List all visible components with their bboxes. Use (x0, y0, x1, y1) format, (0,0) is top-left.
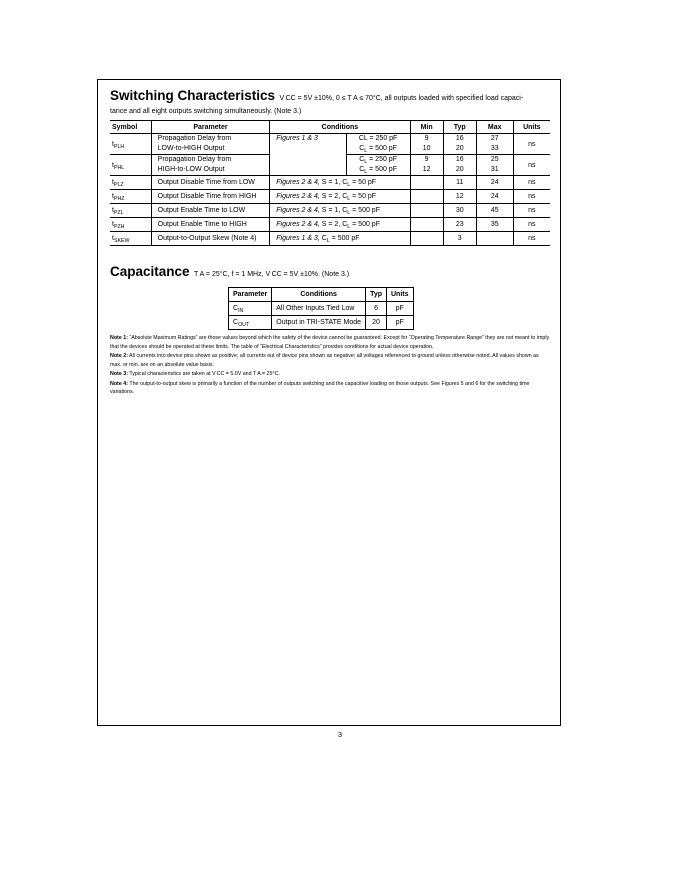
table-row (110, 190, 550, 204)
parameter-cell: Output Enable Time to HIGH (151, 218, 270, 232)
min-cell (410, 190, 443, 204)
parameter-cell: Output Disable Time from LOW (151, 176, 270, 190)
note-2: Note 2: All currents into device pins shown as positive; all currents out of device pins shown as negative; all voltages referenced to ground unless otherwise noted. All values shown as max. or min. are on an absolute value basis. (110, 353, 539, 368)
max-cell: 45 (476, 204, 513, 218)
symbol-cell: $t_{PHL}$ (110, 155, 151, 176)
units-cell: ns (513, 155, 550, 176)
col-max: Max (476, 121, 513, 134)
conditions-cell: CL = 250 pF $C_L = 500$ pF (346, 134, 410, 155)
col-min: Min (410, 121, 443, 134)
symbol-cell: $t_{SKEW}$ (110, 232, 151, 246)
col-units: Units (513, 121, 550, 134)
table-row (229, 302, 414, 316)
conditions-cell: Figures 2 & 4, S = 2, $C_L = 50$ pF (270, 190, 410, 204)
table-row (110, 218, 550, 232)
capacitance-title: Capacitance (110, 264, 190, 279)
col-units: Units (387, 288, 414, 302)
units-cell: ns (513, 176, 550, 190)
typ-cell: 11 (443, 176, 476, 190)
units-cell: pF (387, 302, 414, 316)
col-parameter: Parameter (229, 288, 272, 302)
conditions-cell: Figures 2 & 4, S = 1, $C_L = 50$ pF (270, 176, 410, 190)
min-cell (410, 232, 443, 246)
parameter-cell: Output Disable Time from HIGH (151, 190, 270, 204)
col-conditions: Conditions (272, 288, 366, 302)
units-cell: ns (513, 190, 550, 204)
parameter-cell: $C_{IN}$ (229, 302, 272, 316)
switching-conditions-cont: tance and all eight outputs switching simultaneously. (Note 3.) (110, 108, 302, 115)
conditions-cell: $C_L = 250$ pF $C_L = 500$ pF (346, 155, 410, 176)
typ-cell: 23 (443, 218, 476, 232)
conditions-cell: Figures 2 & 4, S = 2, $C_L = 500$ pF (270, 218, 410, 232)
parameter-cell: Output-to-Output Skew (Note 4) (151, 232, 270, 246)
min-cell (410, 218, 443, 232)
min-cell: 9 10 (410, 134, 443, 155)
typ-cell: 20 (366, 316, 387, 330)
switching-heading (110, 88, 550, 107)
table-row (110, 204, 550, 218)
symbol-cell: $t_{PZL}$ (110, 204, 151, 218)
note-4: Note 4: The output-to-output skew is primarily a function of the number of outputs switching and the capacitive loading on those outputs. See Figures 5 and 6 for the switching time variations. (110, 380, 530, 395)
figures-cell: Figures 1 & 3 (270, 134, 346, 176)
max-cell: 35 (476, 218, 513, 232)
max-cell: 24 (476, 176, 513, 190)
typ-cell: 6 (366, 302, 387, 316)
page-number: 3 (337, 730, 343, 739)
parameter-cell: Propagation Delay from LOW-to-HIGH Output (151, 134, 270, 155)
switching-title: Switching Characteristics (110, 88, 276, 103)
units-cell: ns (513, 232, 550, 246)
parameter-cell: $C_{OUT}$ (229, 316, 272, 330)
capacitance-conditions: T A = 25°C, f = 1 MHz, V CC = 5V ±10%. (Note 3.) (194, 271, 350, 278)
conditions-cell: Figures 1 & 3, $C_L = 500$ pF (270, 232, 410, 246)
table-row (110, 134, 550, 155)
switching-header-row (110, 121, 550, 134)
parameter-cell: Propagation Delay from HIGH-to-LOW Output (151, 155, 270, 176)
capacitance-table (228, 287, 414, 330)
col-typ: Typ (443, 121, 476, 134)
col-symbol: Symbol (110, 121, 151, 134)
typ-cell: 16 20 (443, 134, 476, 155)
units-cell: ns (513, 218, 550, 232)
parameter-cell: Output Enable Time to LOW (151, 204, 270, 218)
symbol-cell: $t_{PHZ}$ (110, 190, 151, 204)
capacitance-header-row (229, 288, 414, 302)
units-cell: ns (513, 204, 550, 218)
typ-cell: 3 (443, 232, 476, 246)
symbol-cell: $t_{PLZ}$ (110, 176, 151, 190)
col-typ: Typ (366, 288, 387, 302)
typ-cell: 12 (443, 190, 476, 204)
col-conditions: Conditions (270, 121, 410, 134)
max-cell: 25 31 (476, 155, 513, 176)
min-cell: 9 12 (410, 155, 443, 176)
typ-cell: 16 20 (443, 155, 476, 176)
symbol-cell: $t_{PLH}$ (110, 134, 151, 155)
table-row (229, 316, 414, 330)
max-cell: 24 (476, 190, 513, 204)
table-row (110, 232, 550, 246)
units-cell: pF (387, 316, 414, 330)
max-cell: 27 33 (476, 134, 513, 155)
note-1: Note 1: “Absolute Maximum Ratings” are those values beyond which the safety of the device cannot be guaranteed. Except for “Operating Temperature Range” they are not meant to imply that the devices should be operated at these limits. The table of “Electrical Characteristics” provides conditions for actual device operation. (110, 335, 550, 350)
note-3: Note 3: Typical characteristics are taken at V CC = 5.0V and T A = 25°C. (110, 371, 280, 377)
conditions-cell: All Other Inputs Tied Low (272, 302, 366, 316)
switching-conditions: V CC = 5V ±10%, 0 ≤ T A ≤ 70°C, all outputs loaded with specified load capaci- (279, 95, 524, 102)
conditions-cell: Figures 2 & 4, S = 1, $C_L = 500$ pF (270, 204, 410, 218)
max-cell (476, 232, 513, 246)
col-parameter: Parameter (151, 121, 270, 134)
switching-table (110, 120, 550, 246)
typ-cell: 30 (443, 204, 476, 218)
units-cell: ns (513, 134, 550, 155)
capacitance-heading (110, 264, 550, 283)
conditions-cell: Output in TRI-STATE Mode (272, 316, 366, 330)
min-cell (410, 176, 443, 190)
min-cell (410, 204, 443, 218)
content (110, 88, 550, 398)
table-row (110, 176, 550, 190)
page-frame (97, 79, 561, 726)
symbol-cell: $t_{PZH}$ (110, 218, 151, 232)
notes (110, 334, 550, 397)
